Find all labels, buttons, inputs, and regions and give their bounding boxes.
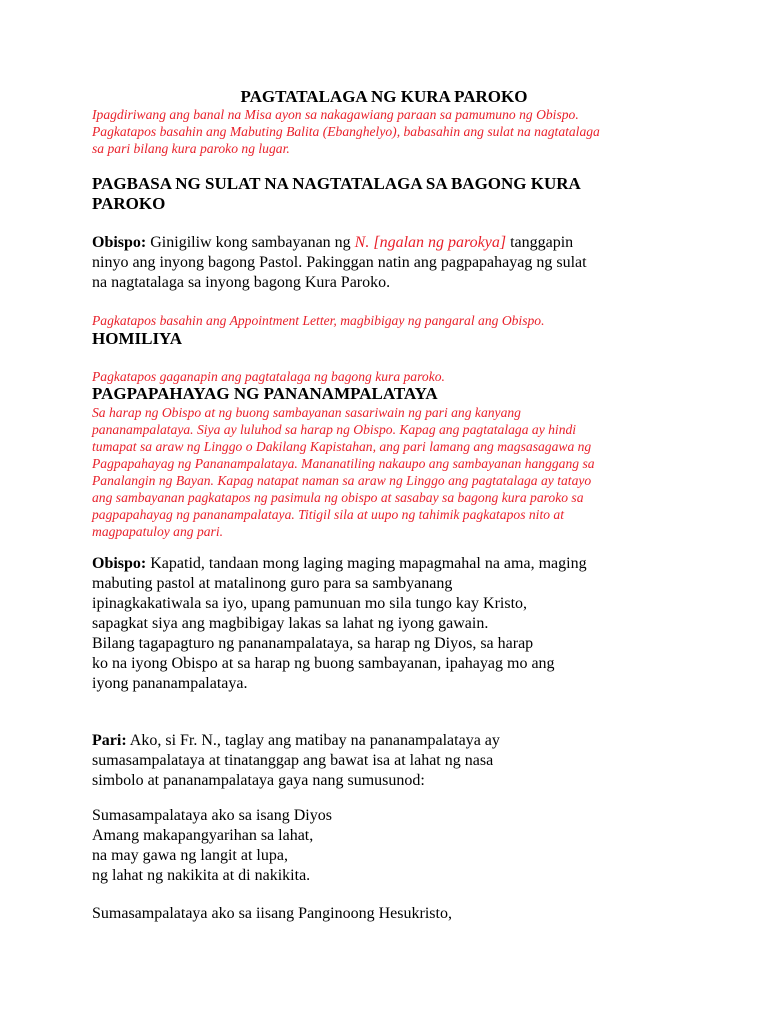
document-title: PAGTATALAGA NG KURA PAROKO (240, 87, 528, 106)
section-heading-pagbasa (92, 174, 682, 214)
heading-line: PAGBASA NG SULAT NA NAGTATALAGA SA BAGONG KURA (92, 174, 581, 193)
heading-line: PAROKO (92, 194, 166, 213)
paragraph-line: ninyo ang inyong bagong Pastol. Pakinggan natin ang pagpapahayag ng sulat (92, 254, 587, 271)
paragraph-text: Ginigiliw kong sambayanan ng (150, 234, 351, 251)
paragraph-text: Ako, si Fr. N., taglay ang matibay na pananampalataya ay (129, 732, 500, 749)
paragraph-line: Bilang tagapagturo ng pananampalataya, sa harap ng Diyos, sa harap (92, 635, 534, 652)
speaker-label: Obispo: (92, 234, 147, 251)
paragraph-line: simbolo at pananampalataya gaya nang sumusunod: (92, 772, 425, 789)
creed-stanza-1 (92, 806, 682, 886)
pari-profession-paragraph (92, 731, 682, 791)
parish-name-placeholder: N. [ngalan ng parokya] (354, 234, 507, 251)
intro-rubric (92, 106, 682, 157)
creed-line: Sumasampalataya ako sa isang Diyos (92, 807, 332, 824)
paragraph-line: ipinagkakatiwala sa iyo, upang pamunuan mo sila tungo kay Kristo, (92, 595, 528, 612)
creed-line: ng lahat ng nakikita at di nakikita. (92, 867, 311, 884)
rubric-appointment-letter: Pagkatapos basahin ang Appointment Letter, magbibigay ng pangaral ang Obispo. (92, 313, 545, 328)
paragraph-line: na nagtatalaga sa inyong bagong Kura Paroko. (92, 274, 391, 291)
creed-stanza-2 (92, 904, 682, 924)
paragraph-line: ko na iyong Obispo at sa harap ng buong sambayanan, ipahayag mo ang (92, 655, 555, 672)
rubric-line: tumapat sa araw ng Linggo o Dakilang Kapistahan, ang pari lamang ang magsasagawa ng (92, 439, 592, 454)
paragraph-line: sapagkat siya ang magbibigay lakas sa lahat ng iyong gawain. (92, 615, 489, 632)
speaker-label: Pari: (92, 732, 127, 749)
rubric-pagtatalaga: Pagkatapos gaganapin ang pagtatalaga ng bagong kura paroko. (92, 369, 445, 384)
obispo-exhortation-paragraph (92, 554, 682, 694)
rubric-line: Pagpapahayag ng Pananampalataya. Mananatiling nakaupo ang sambayanan hanggang sa (92, 456, 595, 471)
creed-line: na may gawa ng langit at lupa, (92, 847, 288, 864)
section-heading-pagpapahayag: PAGPAPAHAYAG NG PANANAMPALATAYA (92, 384, 438, 403)
creed-rubric (92, 404, 682, 540)
rubric-line: magpapatuloy ang pari. (92, 524, 224, 539)
creed-line: Sumasampalataya ako sa iisang Panginoong Hesukristo, (92, 905, 452, 922)
rubric-line: pananampalataya. Siya ay luluhod sa harap ng Obispo. Kapag ang pagtatalaga ay hindi (92, 422, 577, 437)
section-heading-homiliya: HOMILIYA (92, 329, 183, 348)
rubric-line: Pagkatapos basahin ang Mabuting Balita (Ebanghelyo), babasahin ang sulat na nagtatalaga (92, 124, 600, 139)
obispo-reading-paragraph (92, 233, 682, 293)
creed-line: Amang makapangyarihan sa lahat, (92, 827, 314, 844)
paragraph-line: mabuting pastol at matalinong guro para sa sambyanang (92, 575, 453, 592)
paragraph-line: iyong pananampalataya. (92, 675, 248, 692)
rubric-line: Ipagdiriwang ang banal na Misa ayon sa nakagawiang paraan sa pamumuno ng Obispo. (92, 107, 579, 122)
rubric-line: sa pari bilang kura paroko ng lugar. (92, 141, 290, 156)
paragraph-line: sumasampalataya at tinatanggap ang bawat isa at lahat ng nasa (92, 752, 494, 769)
rubric-line: Panalangin ng Bayan. Kapag natapat naman sa araw ng Linggo ang pagtatalaga ay tatayo (92, 473, 592, 488)
rubric-line: ang sambayanan pagkatapos ng pasimula ng obispo at sasabay sa bagong kura paroko sa (92, 490, 584, 505)
rubric-line: Sa harap ng Obispo at ng buong sambayanan sasariwain ng pari ang kanyang (92, 405, 521, 420)
paragraph-text: Kapatid, tandaan mong laging maging mapagmahal na ama, maging (150, 555, 587, 572)
paragraph-text: tanggapin (510, 234, 574, 251)
speaker-label: Obispo: (92, 555, 147, 572)
rubric-line: pagpapahayag ng pananampalataya. Titigil sila at uupo ng tahimik pagkatapos nito at (92, 507, 565, 522)
